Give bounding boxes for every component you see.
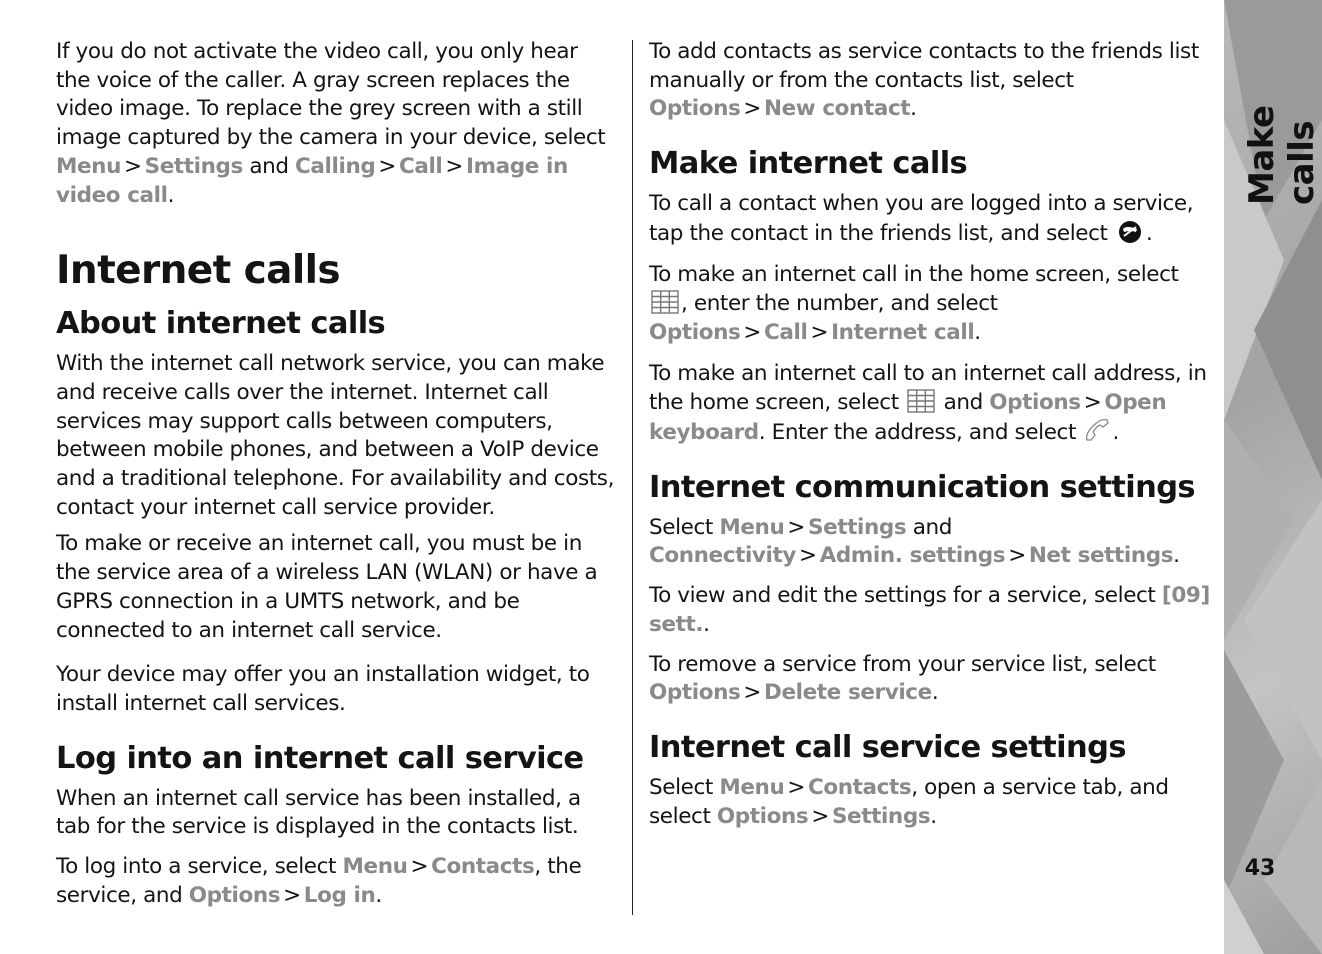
menu-path-item: Options — [188, 882, 281, 908]
text: Select — [649, 514, 720, 540]
path-separator: > — [410, 854, 429, 880]
path-separator: > — [124, 153, 142, 179]
menu-path-item: Log in — [303, 882, 376, 908]
text: , the service, and — [56, 854, 582, 908]
section-tab: Make calls — [1242, 105, 1322, 205]
text: . — [910, 96, 917, 122]
menu-path-item: Delete service — [764, 680, 932, 706]
text: and — [937, 390, 990, 416]
menu-path-item: Menu — [56, 153, 121, 179]
menu-path-item: Call — [398, 153, 443, 179]
left-column — [56, 38, 618, 910]
subsection-heading: Make internet calls — [649, 146, 968, 182]
paragraph — [649, 190, 1211, 248]
text: . — [930, 803, 937, 829]
text: Select — [649, 774, 720, 800]
menu-path-item: [09] sett. — [649, 583, 1210, 637]
text: To make an internet call in the home screen, select — [649, 261, 1179, 287]
menu-path-item: Menu — [719, 774, 785, 800]
paragraph: Your device may offer you an installation widget, to install internet call services. — [56, 662, 590, 716]
text: . — [167, 182, 175, 208]
column-divider — [632, 40, 633, 915]
text: . — [1146, 220, 1153, 246]
paragraph — [649, 774, 1211, 831]
path-separator: > — [1008, 543, 1026, 569]
path-separator: > — [743, 680, 762, 706]
dialpad-icon — [906, 388, 936, 414]
text: To make an internet call to an internet call address, in the home screen, select — [649, 360, 1207, 416]
call-icon — [1083, 418, 1111, 444]
paragraph — [56, 38, 618, 210]
subsection-heading: About internet calls — [56, 306, 386, 342]
text: . — [974, 319, 981, 345]
menu-path-item: Options — [989, 390, 1081, 416]
menu-path-item: Options — [716, 803, 809, 829]
path-separator: > — [787, 774, 805, 800]
path-separator: > — [445, 153, 464, 179]
text: To remove a service from your service list, select — [649, 651, 1156, 677]
subsection-heading: Internet communication settings — [649, 469, 1195, 505]
menu-path-item: Contacts — [808, 774, 912, 800]
path-separator: > — [787, 514, 805, 540]
menu-path-item: Admin. settings — [819, 543, 1006, 569]
dialpad-icon — [650, 289, 680, 315]
subsection-heading: Log into an internet call service — [56, 740, 584, 776]
text: , open a service tab, and select — [649, 774, 1169, 829]
menu-path-item: Options — [649, 96, 741, 122]
text: To add contacts as service contacts to the friends list manually or from the contacts list, select — [649, 39, 1199, 93]
menu-path-item: Settings — [144, 153, 243, 179]
paragraph — [56, 853, 618, 910]
menu-path-item: Settings — [808, 514, 907, 540]
menu-path-item: Call — [764, 319, 808, 345]
text: . — [1173, 543, 1180, 569]
paragraph: When an internet call service has been installed, a tab for the service is displayed in the contacts list. — [56, 785, 581, 840]
text: . — [703, 611, 710, 637]
text: and — [242, 153, 296, 179]
section-heading: Internet calls — [56, 248, 341, 294]
menu-path-item: Calling — [295, 153, 376, 179]
paragraph — [649, 582, 1211, 639]
text: . — [1112, 420, 1119, 446]
menu-path-item: Settings — [831, 803, 931, 829]
path-separator: > — [283, 882, 301, 908]
menu-path-item: Net settings — [1028, 543, 1174, 569]
text: If you do not activate the video call, you only hear the voice of the caller. A gray screen replaces the video image. To replace the grey screen with a still image captured by the camera in your device, select — [56, 39, 606, 151]
path-separator: > — [743, 319, 762, 345]
path-separator: > — [378, 153, 396, 179]
text: . Enter the address, and select — [758, 420, 1083, 446]
menu-path-item: Internet call — [831, 319, 975, 345]
menu-path-item: New contact — [764, 96, 911, 122]
internet-call-key-icon — [1115, 219, 1145, 245]
text: , enter the number, and select — [681, 291, 998, 317]
text: . — [375, 882, 382, 908]
path-separator: > — [810, 319, 829, 345]
subsection-heading: Internet call service settings — [649, 729, 1126, 765]
menu-path-item: Menu — [342, 854, 408, 880]
path-separator: > — [799, 543, 817, 569]
menu-path-item: Options — [649, 319, 741, 345]
text: To view and edit the settings for a service, select — [649, 583, 1162, 609]
menu-path-item: Contacts — [431, 854, 535, 880]
menu-path-item: Options — [649, 680, 741, 706]
paragraph: With the internet call network service, you can make and receive calls over the internet. Internet call services may support calls between computers, between mobile phones, and between a VoIP device and a traditional telephone. For availability and costs, contact your internet call service provider. — [56, 351, 615, 520]
paragraph — [649, 261, 1211, 348]
paragraph — [649, 38, 1211, 124]
menu-path-item: Menu — [719, 514, 785, 540]
page-number: 43 — [1244, 856, 1276, 881]
path-separator: > — [743, 96, 762, 122]
menu-path-item: Image in video call — [56, 153, 568, 208]
menu-path-item: Connectivity — [649, 543, 797, 569]
text: . — [931, 680, 939, 706]
path-separator: > — [1083, 390, 1102, 416]
text: To log into a service, select — [56, 854, 343, 880]
text: To call a contact when you are logged into a service, tap the contact in the friends list, and select — [649, 191, 1194, 246]
path-separator: > — [811, 803, 829, 829]
text: and — [906, 514, 952, 540]
menu-path-item: Open keyboard — [649, 390, 1167, 446]
right-column — [649, 38, 1211, 831]
paragraph — [649, 514, 1211, 571]
paragraph — [649, 360, 1211, 448]
paragraph: To make or receive an internet call, you must be in the service area of a wireless LAN (WLAN) or have a GPRS connection in a UMTS network, and be connected to an internet call service. — [56, 531, 598, 643]
paragraph — [649, 651, 1211, 708]
